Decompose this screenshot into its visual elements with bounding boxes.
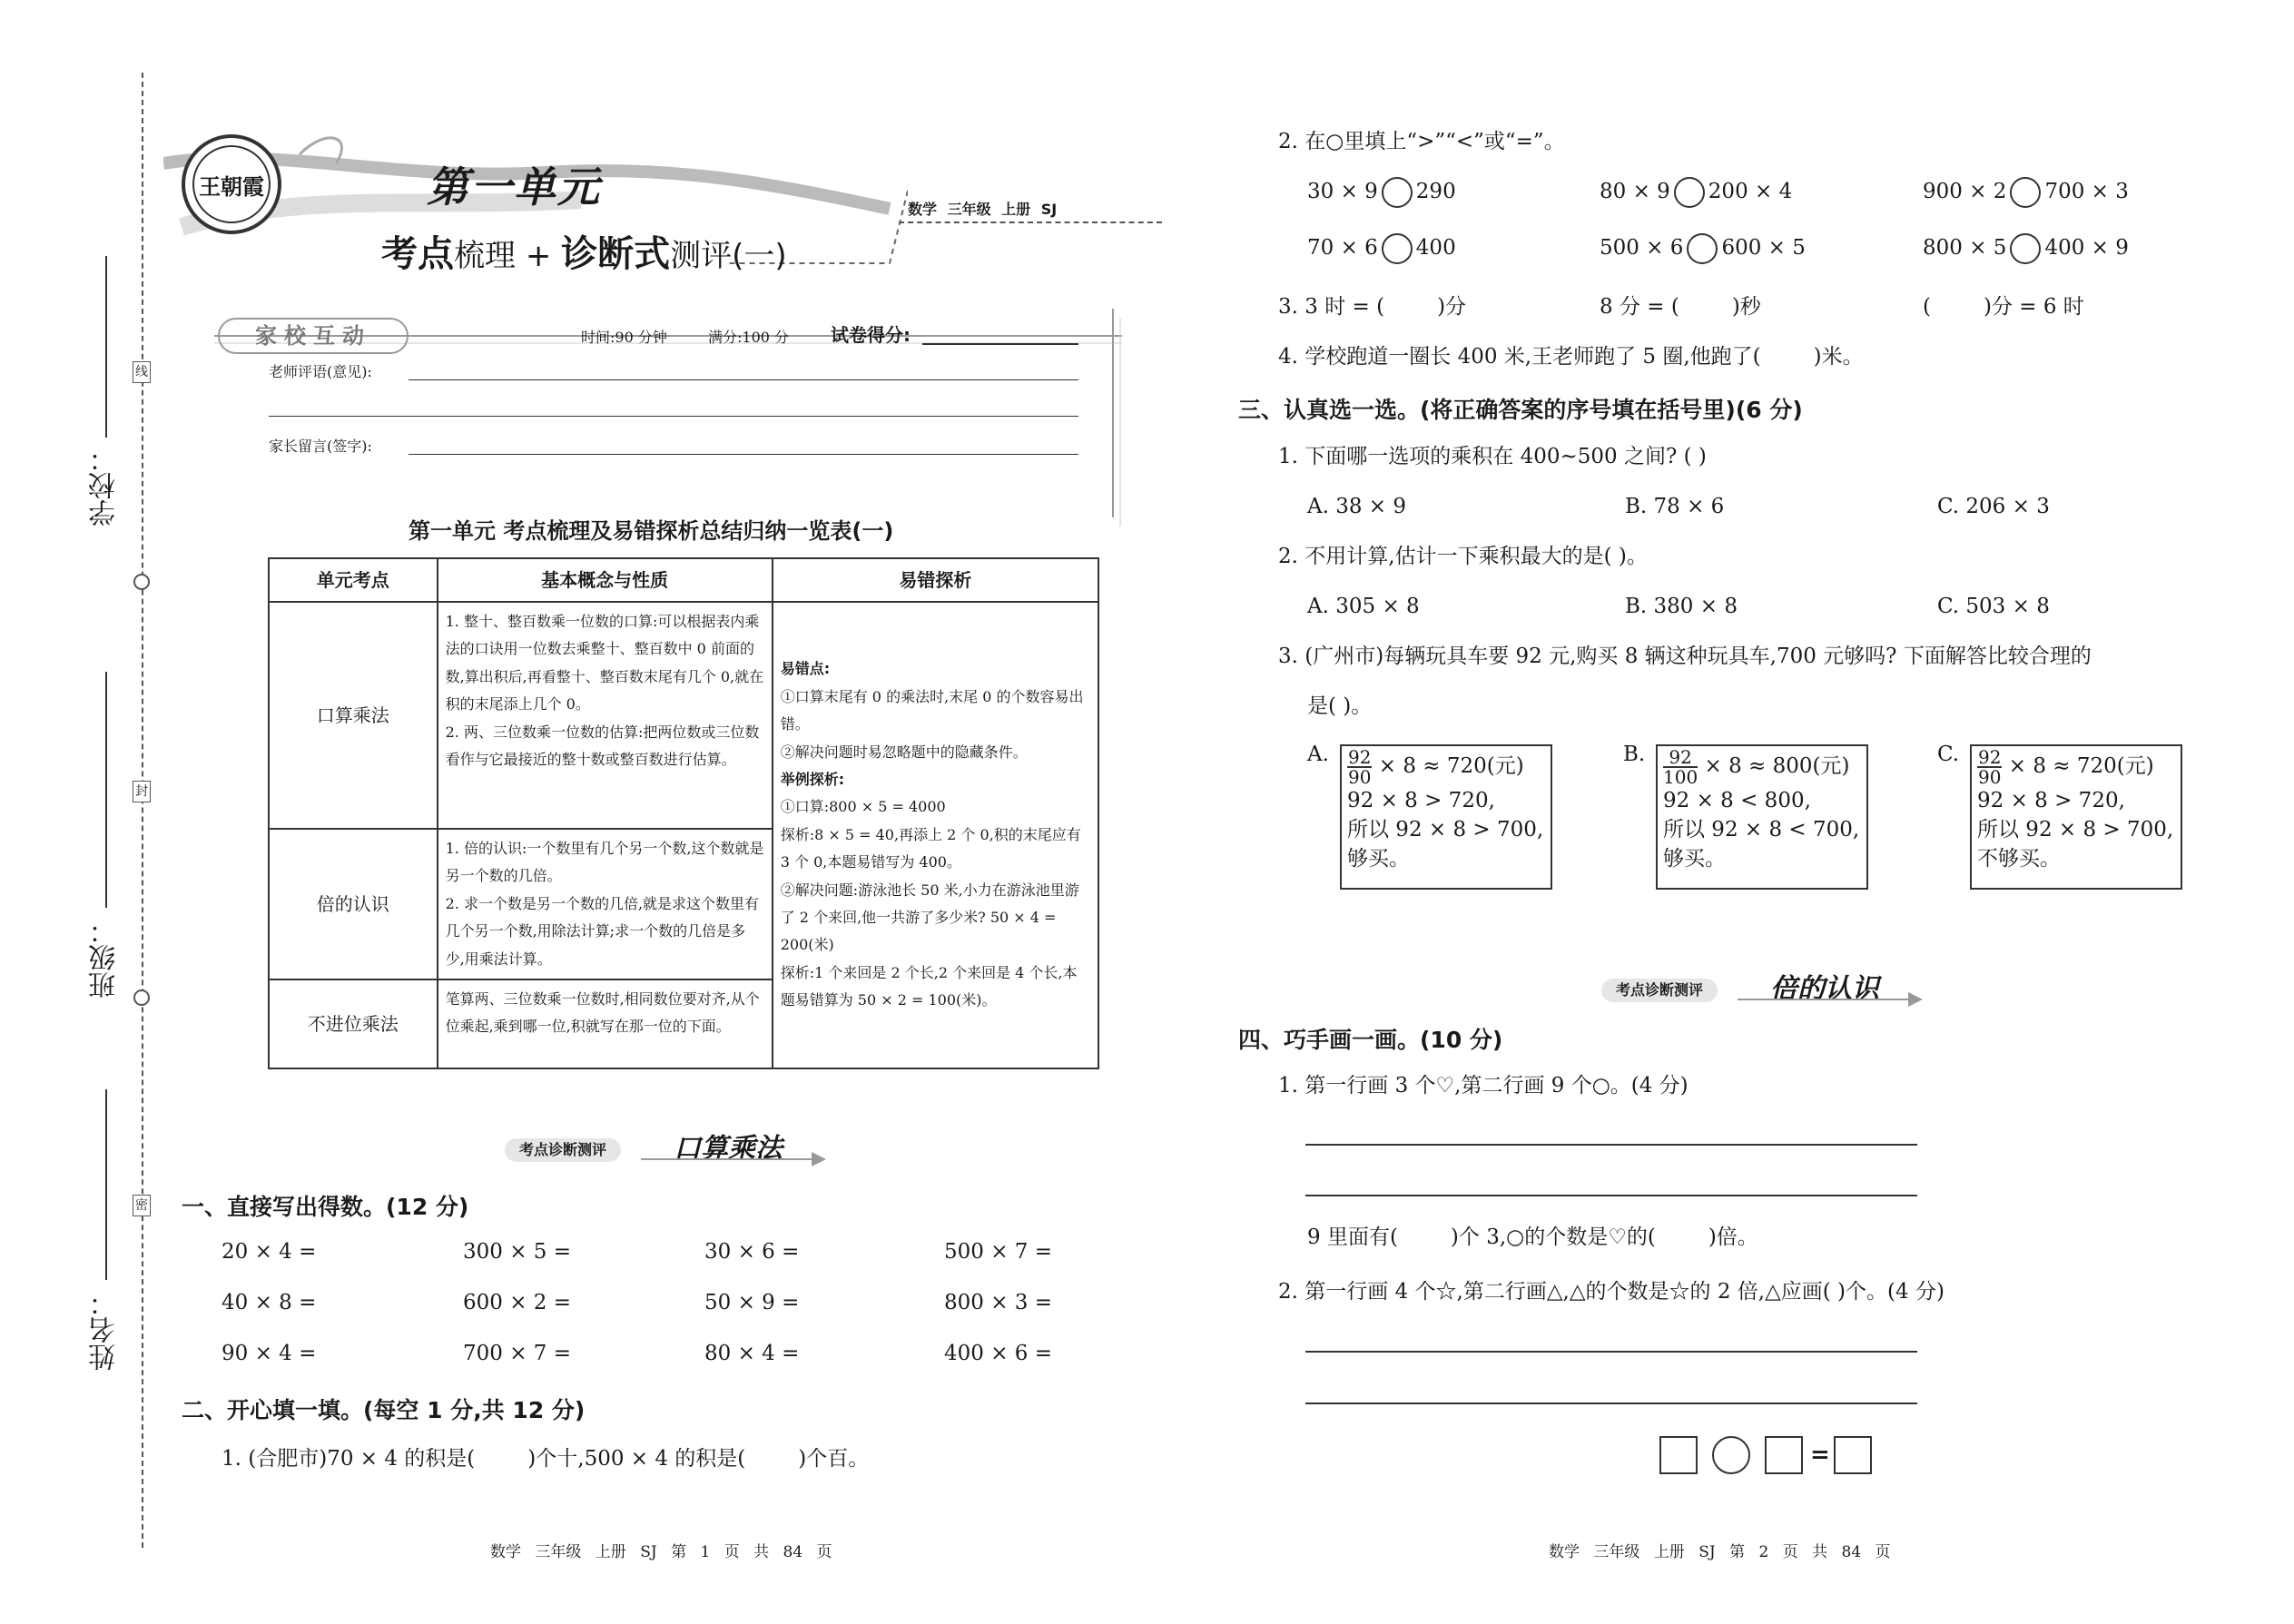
draw-line-1[interactable] [1305,1144,1917,1146]
subject-tag-underline [899,221,1162,223]
page-title: 考点梳理 + 诊断式测评(一) [381,233,787,275]
compare-circle[interactable] [1687,233,1718,264]
table-header: 易错探析 [773,558,1098,602]
section-banner-multiple [1601,966,1928,1011]
home-school-label: 家校互动 [218,318,409,354]
oral-calc-item[interactable]: 80 × 4 = [704,1342,800,1365]
compare-circle[interactable] [1382,233,1413,264]
banner-tag: 考点诊断测评 [505,1138,621,1162]
compare-circle[interactable] [2010,177,2041,208]
question-2-3c: ( )分 = 6 时 [1923,295,2084,319]
unit-title: 第一单元 [427,162,601,212]
key-point: 倍的认识 [269,829,438,979]
question-2-4: 4. 学校跑道一圈长 400 米,王老师跑了 5 圈,他跑了( )米。 [1278,345,1864,369]
section-3-heading: 三、认真选一选。(将正确答案的序号填在括号里)(6 分) [1238,397,1803,423]
compare-circle[interactable] [1674,177,1705,208]
key-point: 口算乘法 [269,602,438,829]
question-4-2: 2. 第一行画 4 个☆,第二行画△,△的个数是☆的 2 倍,△应画( )个。(4 分) [1278,1280,1944,1304]
answer-option-box[interactable]: $\frac{92}{90}$ × 8 ≈ 720(元) 92 × 8 > 720, 所以 92 × 8 > 700, 够买。 [1340,744,1552,890]
banner-name: 倍的认识 [1770,973,1879,1005]
option-letter[interactable]: B. [1623,743,1646,766]
compare-item: 900 × 2 700 × 3 [1923,177,2129,208]
oral-calc-item[interactable]: 40 × 8 = [222,1291,317,1314]
banner-tag: 考点诊断测评 [1601,979,1718,1002]
oral-calc-item[interactable]: 500 × 7 = [944,1240,1053,1264]
oral-calc-item[interactable]: 700 × 7 = [463,1342,572,1365]
class-input-line[interactable] [105,672,107,908]
compare-item: 500 × 6 600 × 5 [1600,233,1806,264]
arrow-right-icon [1908,992,1923,1007]
oral-calc-item[interactable]: 20 × 4 = [222,1240,317,1264]
option-letter[interactable]: A. [1307,743,1329,766]
table-header: 基本概念与性质 [438,558,773,602]
class-label: 班级： [89,917,121,999]
teacher-comment-line-1[interactable] [409,379,1078,380]
parent-comment-line[interactable] [409,454,1078,455]
option-3-2-b[interactable]: B. 380 × 8 [1625,595,1738,618]
question-4-1-fill: 9 里面有( )个 3,○的个数是♡的( )倍。 [1307,1225,1758,1249]
page-footer-right: 数学 三年级 上册 SJ 第 2 页 共 84 页 [1549,1543,1891,1561]
page-footer-left: 数学 三年级 上册 SJ 第 1 页 共 84 页 [490,1543,832,1561]
summary-table [268,557,1099,1069]
draw-line-3[interactable] [1305,1351,1917,1353]
oral-calc-item[interactable]: 30 × 6 = [704,1240,800,1264]
binding-hole-top [133,574,150,590]
oral-calc-item[interactable]: 600 × 2 = [463,1291,572,1314]
compare-circle[interactable] [1382,177,1413,208]
parent-comment-label: 家长留言(签字): [269,438,372,455]
school-label: 学校： [89,445,121,527]
arrow-right-icon [812,1152,826,1166]
exam-time: 时间:90 分钟 [581,329,667,346]
compare-circle[interactable] [2010,233,2041,264]
concept-cell: 笔算两、三位数乘一位数时,相同数位要对齐,从个位乘起,乘到哪一位,积就写在那一位的下面。 [438,979,773,1068]
compare-item: 800 × 5 400 × 9 [1923,233,2129,264]
question-4-1: 1. 第一行画 3 个♡,第二行画 9 个○。(4 分) [1278,1074,1689,1097]
error-analysis-cell: 易错点: ①口算末尾有 0 的乘法时,末尾 0 的个数容易出错。 ②解决问题时易忽略题中的隐藏条件。 举例探析: ①口算:800 × 5 = 4000 探析:8 × 5 = 40,再添上 2 个 0,积的末尾应有 3 个 0,本题易错写为 400。 ②解决问题:游泳池长 50 米,小力在游泳池里游了 2 个来回,他一共游了多少米? 50 × 4 = 200(米) 探析:1 个来回是 2 个长,2 个来回是 4 个长,本题易错算为 50 × 2 = 100(米)。 [773,602,1098,1068]
question-2-3: 3. 3 时 = ( )分 [1278,295,1467,319]
brand-logo [182,134,281,234]
section-4-heading: 四、巧手画一画。(10 分) [1238,1027,1503,1053]
option-letter[interactable]: C. [1937,743,1960,766]
question-2-2: 2. 在○里填上“>”“<”或“=”。 [1278,130,1565,153]
full-score: 满分:100 分 [708,329,790,346]
key-point: 不进位乘法 [269,979,438,1068]
option-3-1-b[interactable]: B. 78 × 6 [1625,495,1725,518]
logo-text: 王朝霞 [199,172,264,200]
equals-sign: = [1810,1442,1830,1469]
equation-box-3[interactable] [1834,1436,1872,1474]
question-3-1: 1. 下面哪一选项的乘积在 400~500 之间? ( ) [1278,445,1707,468]
name-label: 姓名： [89,1289,121,1371]
concept-cell: 1. 倍的认识:一个数里有几个另一个数,这个数就是另一个数的几倍。 2. 求一个数是另一个数的几倍,就是求这个数里有几个另一个数,用除法计算;求一个数的几倍是多少,用乘法计算。 [438,829,773,979]
section-2-heading: 二、开心填一填。(每空 1 分,共 12 分) [182,1397,586,1423]
score-label: 试卷得分: [831,324,911,346]
question-3-2: 2. 不用计算,估计一下乘积最大的是( )。 [1278,545,1648,568]
question-3-3-cont: 是( )。 [1307,694,1373,718]
binding-mark-feng: 封 [133,781,151,802]
answer-option-box[interactable]: $\frac{92}{90}$ × 8 ≈ 720(元) 92 × 8 > 720, 所以 92 × 8 > 700, 不够买。 [1970,744,2182,890]
question-3-3: 3. (广州市)每辆玩具车要 92 元,购买 8 辆这种玩具车,700 元够吗? 下面解答比较合理的 [1278,645,2092,668]
section-1-heading: 一、直接写出得数。(12 分) [182,1194,469,1220]
binding-mark-xian: 线 [133,361,151,383]
oral-calc-item[interactable]: 50 × 9 = [704,1291,800,1314]
equation-box-2[interactable] [1765,1436,1803,1474]
option-3-1-a[interactable]: A. 38 × 9 [1307,495,1407,518]
compare-item: 30 × 9 290 [1307,177,1456,208]
option-3-2-a[interactable]: A. 305 × 8 [1307,595,1420,618]
option-3-2-c[interactable]: C. 503 × 8 [1937,595,2050,618]
equation-box-1[interactable] [1659,1436,1698,1474]
name-input-line[interactable] [105,1089,107,1280]
oral-calc-item[interactable]: 300 × 5 = [463,1240,572,1264]
binding-mark-mi: 密 [133,1195,151,1216]
table-header: 单元考点 [269,558,438,602]
equation-circle[interactable] [1712,1436,1750,1474]
concept-cell: 1. 整十、整百数乘一位数的口算:可以根据表内乘法的口诀用一位数去乘整十、整百数中 0 前面的数,算出积后,再看整十、整百数末尾有几个 0,就在积的末尾添上几个 0。 2. 两、三位数乘一位数的估算:把两位数或三位数看作与它最接近的整十数或整百数进行估算。 [438,602,773,829]
compare-item: 70 × 6 400 [1307,233,1456,264]
section-banner-oral-multiplication [505,1126,832,1171]
oral-calc-item[interactable]: 400 × 6 = [944,1342,1053,1365]
question-2-3b: 8 分 = ( )秒 [1600,295,1761,319]
question-2-1: 1. (合肥市)70 × 4 的积是( )个十,500 × 4 的积是( )个百。 [222,1447,870,1471]
compare-item: 80 × 9 200 × 4 [1600,177,1792,208]
teacher-comment-line-2[interactable] [269,416,1078,417]
school-input-line[interactable] [105,256,107,438]
subject-tag: 数学 三年级 上册 SJ [908,201,1058,218]
table-row [269,602,1098,829]
binding-hole-bottom [133,989,150,1006]
teacher-comment-label: 老师评语(意见): [269,363,372,380]
binding-cut-line [142,73,143,1548]
oral-calc-item[interactable]: 90 × 4 = [222,1342,317,1365]
draw-line-2[interactable] [1305,1195,1917,1196]
score-input[interactable] [922,343,1078,345]
oral-calc-item[interactable]: 800 × 3 = [944,1291,1053,1314]
option-3-1-c[interactable]: C. 206 × 3 [1937,495,2050,518]
banner-name: 口算乘法 [674,1133,783,1165]
draw-line-4[interactable] [1305,1403,1917,1404]
summary-table-title: 第一单元 考点梳理及易错探析总结归纳一览表(一) [409,518,894,544]
answer-option-box[interactable]: $\frac{92}{100}$ × 8 ≈ 800(元) 92 × 8 < 800, 所以 92 × 8 < 700, 够买。 [1656,744,1868,890]
